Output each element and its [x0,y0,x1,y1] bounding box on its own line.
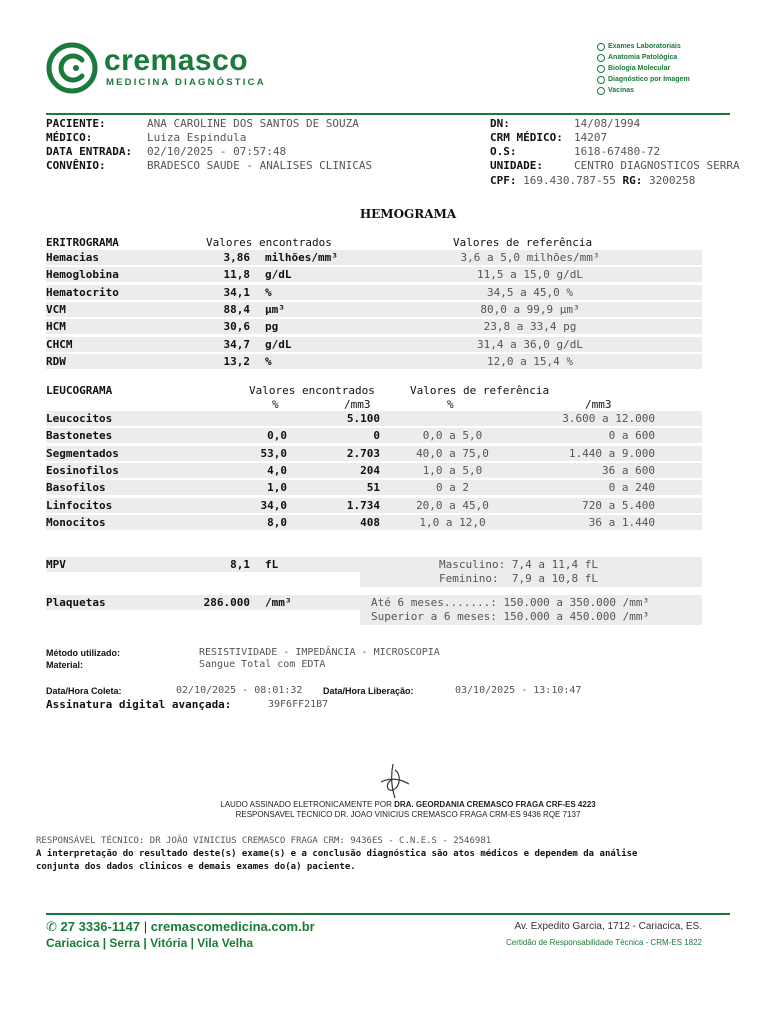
release-date: 03/10/2025 - 13:10:47 [455,685,582,696]
eritro-value: 34,7 [223,337,250,351]
platelets-ref-1: Até 6 meses.......: 150.000 a 350.000 /mm³ [371,596,650,609]
leuco-ref-abs: 1.440 a 9.000 [568,446,655,460]
eritro-unit: µm³ [265,302,285,316]
footer-address: Av. Expedito Garcia, 1712 - Cariacica, ES. [514,921,702,932]
unit-value: CENTRO DIAGNOSTICOS SERRA [574,159,740,172]
brand-name: cremasco [104,44,249,77]
leuco-pct: 53,0 [260,446,287,460]
service-item: Exames Laboratoriais [597,41,690,52]
leuco-param: Leucocitos [46,412,113,425]
leuco-refmm3-header: /mm3 [585,398,612,411]
service-item: Diagnóstico por Imagem [597,74,690,85]
eritro-ref: 3,6 a 5,0 milhões/mm³ [460,251,600,264]
services-list [597,41,690,96]
release-label: Data/Hora Liberação: [323,686,414,696]
rg-label: RG: [622,174,643,187]
leuco-pct: 8,0 [267,515,287,529]
eritro-found-header: Valores encontrados [206,236,332,249]
eritro-value: 34,1 [223,285,250,299]
patient-name: ANA CAROLINE DOS SANTOS DE SOUZA [147,117,359,130]
leuco-abs: 408 [360,515,380,529]
leuco-ref-abs: 3.600 a 12.000 [562,412,655,425]
leuco-header: LEUCOGRAMA [46,384,113,397]
os-value: 1618-67480-72 [574,145,661,158]
header-divider [46,113,730,115]
logo-mark-icon [46,42,98,94]
method-value: RESISTIVIDADE - IMPEDÂNCIA - MICROSCOPIA [199,647,440,658]
eritro-unit: g/dL [265,337,292,351]
eritro-unit: % [265,285,272,299]
leuco-ref-abs: 0 a 240 [608,481,655,495]
leuco-abs: 2.703 [346,446,380,460]
brand-tagline: MEDICINA DIAGNÓSTICA [106,77,266,88]
entry-date-label: DATA ENTRADA: [46,145,133,158]
digital-signature-value: 39F6FF21B7 [268,699,329,710]
leuco-ref-pct: 0,0 a 5,0 [422,429,483,443]
cpf-value: 169.430.787-55 [523,174,616,187]
interpretation-note-1: A interpretação do resultado deste(s) exame(s) e a conclusão diagnóstica são atos médicos e dependem da análise [36,849,638,859]
leuco-ref-pct: 20,0 a 45,0 [416,498,489,512]
footer-contact: ✆ 27 3336-1147 | cremascomedicina.com.br [46,919,315,934]
doctor-name: Luiza Espindula [147,131,247,144]
eritro-param: RDW [46,354,66,368]
digital-signature-label: Assinatura digital avançada: [46,698,232,711]
circle-icon [597,54,605,62]
material-value: Sangue Total com EDTA [199,659,326,670]
footer-phone[interactable]: 27 3336-1147 [60,919,141,934]
leuco-pct: 4,0 [267,463,287,477]
leuco-ref-abs: 0 a 600 [608,429,655,443]
crm-label: CRM MÉDICO: [490,131,563,144]
patient-label: PACIENTE: [46,117,106,130]
leuco-abs: 51 [366,481,380,495]
eritro-ref: 11,5 a 15,0 g/dL [477,268,583,282]
mpv-label: MPV [46,558,66,571]
interpretation-note-2: conjunta dos dados clinicos e demais exames do(a) paciente. [36,862,356,872]
birth-date: 14/08/1994 [574,117,641,130]
eritro-ref: 12,0 a 15,4 % [486,354,574,368]
eritro-param: Hematocrito [46,285,119,299]
eritro-param: Hemacias [46,251,99,264]
material-label: Material: [46,660,84,670]
circle-icon [597,65,605,73]
technical-responsible: RESPONSÁVEL TÉCNICO: DR JOÃO VINICIUS CREMASCO FRAGA CRM: 9436ES - C.N.E.S - 2546981 [36,836,492,846]
eritro-value: 88,4 [223,302,250,316]
eritro-param: Hemoglobina [46,268,119,282]
leuco-ref-pct: 1,0 a 5,0 [422,463,483,477]
collection-label: Data/Hora Coleta: [46,686,122,696]
eritro-param: VCM [46,302,66,316]
footer-site[interactable]: cremascomedicina.com.br [150,919,315,934]
eritro-value: 13,2 [223,354,250,368]
signature-image [375,760,415,804]
leuco-abs: 1.734 [346,498,380,512]
footer-cities: Cariacica | Serra | Vitória | Vila Velha [46,936,254,950]
eritro-param: HCM [46,320,66,334]
leuco-pct: 1,0 [267,481,287,495]
leuco-found-header: Valores encontrados [249,384,375,397]
eritro-ref: 34,5 a 45,0 % [486,285,574,299]
eritro-ref: 23,8 a 33,4 pg [483,320,577,334]
method-label: Método utilizado: [46,648,120,658]
doctor-label: MÉDICO: [46,131,93,144]
leuco-ref-pct: 40,0 a 75,0 [416,446,489,460]
collection-date: 02/10/2025 - 08:01:32 [176,685,303,696]
service-item: Biologia Molecular [597,63,690,74]
eritro-unit: pg [265,320,279,334]
platelets-unit: /mm³ [265,596,292,609]
leuco-ref-abs: 720 a 5.400 [582,498,655,512]
insurance: BRADESCO SAUDE - ANALISES CLINICAS [147,159,373,172]
leuco-pct: 34,0 [260,498,287,512]
eritro-value: 11,8 [223,268,250,282]
leuco-abs: 0 [373,429,380,443]
birth-date-label: DN: [490,117,510,130]
eritro-ref: 31,4 a 36,0 g/dL [477,337,583,351]
os-label: O.S: [490,145,517,158]
leuco-pct-header: % [272,398,279,411]
eritro-value: 3,86 [223,251,250,264]
exam-title: HEMOGRAMA [359,207,457,221]
platelets-value: 286.000 [203,596,250,609]
mpv-ref-male: Masculino: 7,4 a 11,4 fL [439,558,598,571]
leuco-ref-pct: 1,0 a 12,0 [419,515,486,529]
leuco-abs: 204 [360,463,380,477]
circle-icon [597,43,605,51]
logo [46,42,98,94]
leuco-param: Basofilos [46,481,106,495]
circle-icon [597,87,605,95]
leuco-param: Monocitos [46,515,106,529]
eritro-unit: % [265,354,272,368]
platelets-ref-2: Superior a 6 meses: 150.000 a 450.000 /mm³ [371,610,650,623]
leuco-mm3-header: /mm3 [344,398,371,411]
leuco-param: Bastonetes [46,429,113,443]
unit-label: UNIDADE: [490,159,543,172]
eritro-header: ERITROGRAMA [46,236,119,249]
mpv-value: 8,1 [230,558,250,571]
leuco-abs: 5.100 [346,412,380,425]
entry-date: 02/10/2025 - 07:57:48 [147,145,287,158]
service-item: Anatomia Patológica [597,52,690,63]
mpv-unit: fL [265,558,279,571]
crm-value: 14207 [574,131,608,144]
eritro-unit: g/dL [265,268,292,282]
leuco-pct: 0,0 [267,429,287,443]
leuco-ref-header: Valores de referência [410,384,550,397]
cpf-label: CPF: [490,174,517,187]
mpv-ref-female: Feminino: 7,9 a 10,8 fL [439,572,598,585]
eritro-value: 30,6 [223,320,250,334]
leuco-ref-abs: 36 a 1.440 [588,515,655,529]
insurance-label: CONVÊNIO: [46,159,106,172]
signature-line-1: LAUDO ASSINADO ELETRONICAMENTE POR DRA. GEORDANIA CREMASCO FRAGA CRF-ES 4223 [220,800,596,809]
eritro-unit: milhões/mm³ [265,251,338,264]
platelets-label: Plaquetas [46,596,106,609]
signature-line-2: RESPONSAVEL TECNICO DR. JOAO VINICIUS CREMASCO FRAGA CRM-ES 9436 RQE 7137 [235,810,581,819]
eritro-ref: 80,0 a 99,9 µm³ [480,302,580,316]
whatsapp-icon: ✆ [46,919,57,934]
leuco-param: Segmentados [46,446,119,460]
leuco-param: Eosinofilos [46,463,119,477]
leuco-ref-pct: 0 a 2 [435,481,470,495]
rg-value: 3200258 [648,174,696,187]
eritro-ref-header: Valores de referência [453,236,593,249]
service-item: Vacinas [597,85,690,96]
footer-divider [46,913,730,915]
footer-cert: Certidão de Responsabilidade Técnica - CRM-ES 1822 [506,938,702,947]
leuco-refpct-header: % [447,398,454,411]
leuco-param: Linfocitos [46,498,113,512]
circle-icon [597,76,605,84]
leuco-ref-abs: 36 a 600 [602,463,655,477]
eritro-param: CHCM [46,337,73,351]
